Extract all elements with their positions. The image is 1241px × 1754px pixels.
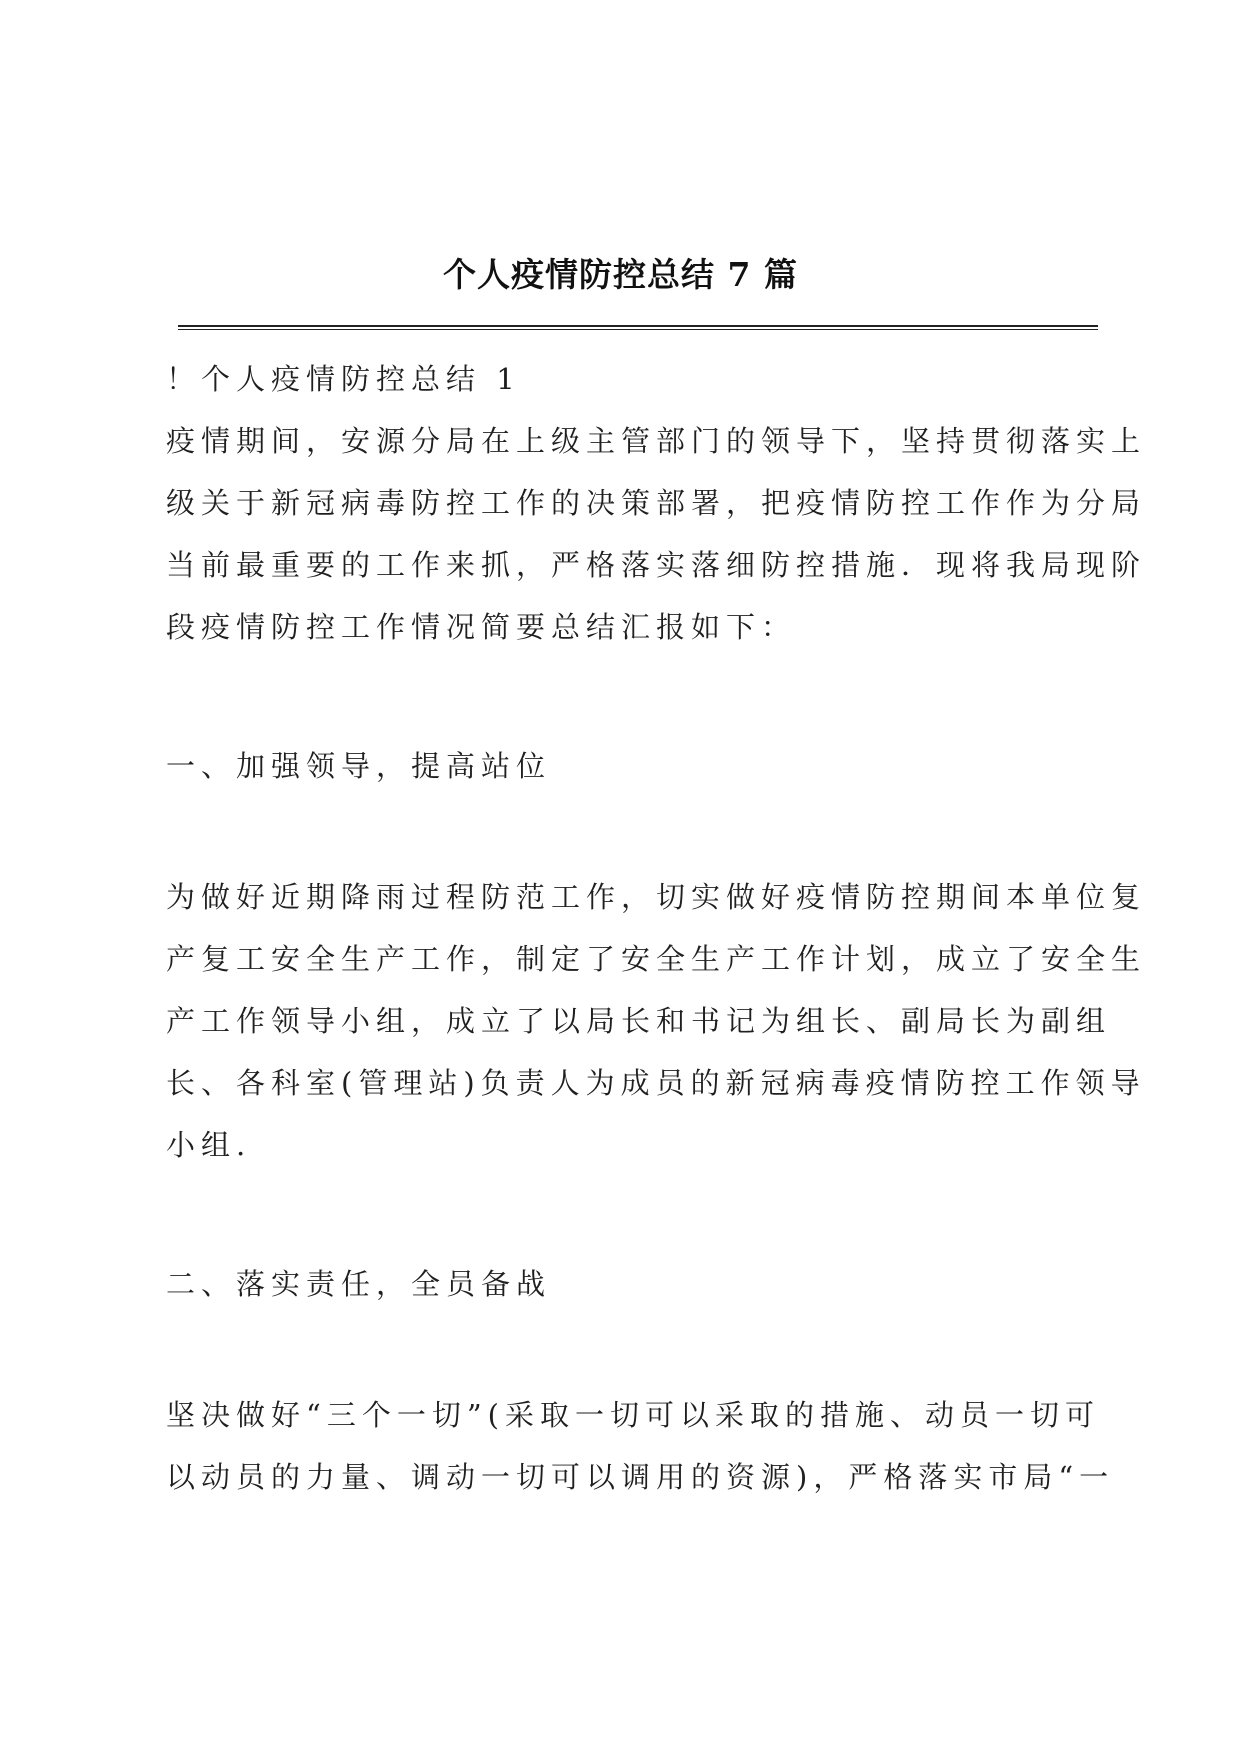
paragraph-line: 坚决做好“三个一切”(采取一切可以采取的措施、动员一切可 <box>166 1398 1100 1432</box>
document-title: 个人疫情防控总结 7 篇 <box>443 255 798 294</box>
paragraph-line: 产复工安全生产工作，制定了安全生产工作计划，成立了安全生 <box>166 942 1147 976</box>
paragraph-line: 以动员的力量、调动一切可以调用的资源)，严格落实市局“一 <box>166 1460 1115 1494</box>
paragraph-line: 长、各科室(管理站)负责人为成员的新冠病毒疫情防控工作领导 <box>166 1066 1146 1100</box>
paragraph-line: 疫情期间，安源分局在上级主管部门的领导下，坚持贯彻落实上 <box>166 424 1147 458</box>
paragraph-line: 小组. <box>166 1128 252 1162</box>
paragraph-line: 为做好近期降雨过程防范工作，切实做好疫情防控期间本单位复 <box>166 880 1147 914</box>
paragraph-line: 当前最重要的工作来抓，严格落实落细防控措施．现将我局现阶 <box>166 548 1147 582</box>
section-heading: ！个人疫情防控总结 1 <box>166 362 521 396</box>
paragraph-line: 段疫情防控工作情况简要总结汇报如下： <box>166 610 797 644</box>
subsection-heading: 一、加强领导，提高站位 <box>166 749 552 783</box>
title-divider <box>178 325 1098 330</box>
paragraph-line: 级关于新冠病毒防控工作的决策部署，把疫情防控工作作为分局 <box>166 486 1147 520</box>
paragraph-line: 产工作领导小组，成立了以局长和书记为组长、副局长为副组 <box>166 1004 1112 1038</box>
subsection-heading: 二、落实责任，全员备战 <box>166 1267 552 1301</box>
